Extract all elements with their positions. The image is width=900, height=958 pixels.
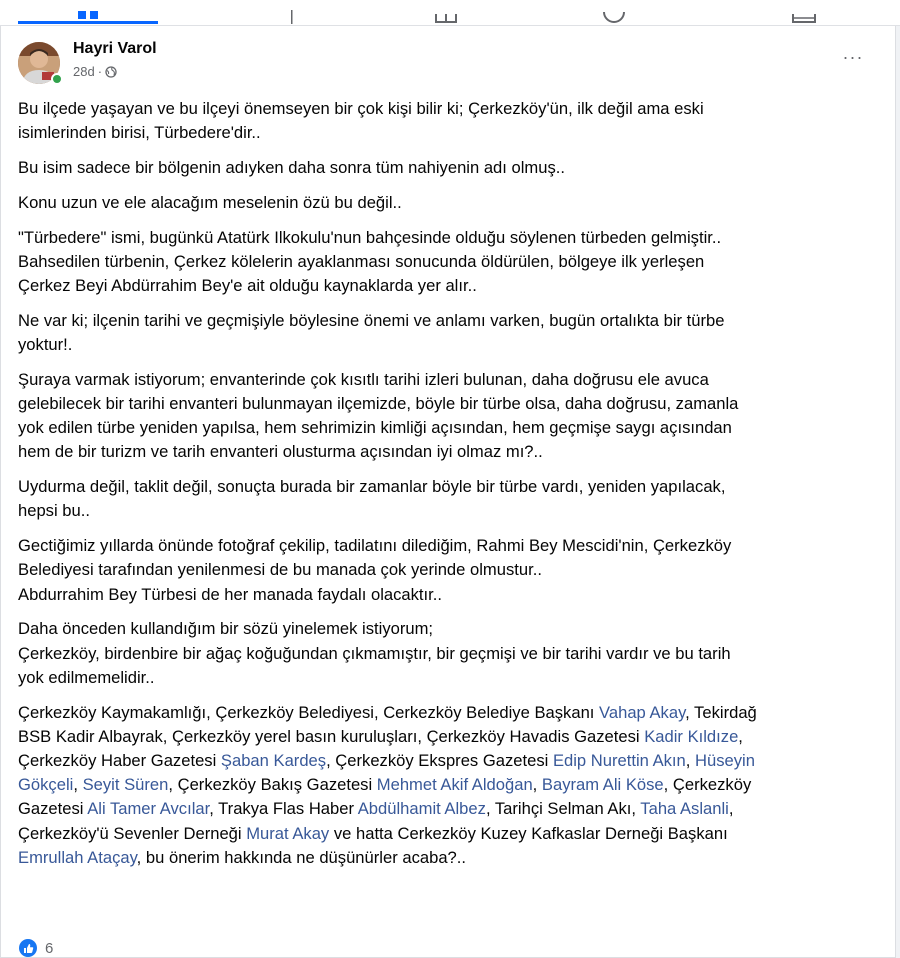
mention-link[interactable]: Ali Tamer Avcılar (87, 799, 210, 819)
text-segment: ve hatta Cerkezköy Kuzey Kafkaslar Derneği Başkanı (329, 823, 728, 843)
mention-link[interactable]: Kadir Kıldıze (644, 726, 739, 746)
text-segment: Gectiğimiz yıllarda önünde fotoğraf çekilip, tadilatını dilediğim, Rahmi Bey Mescidi'nin, Çerkezköy (18, 536, 732, 556)
post-text-line (18, 121, 888, 145)
post-paragraph (18, 97, 888, 145)
post-card (0, 26, 896, 958)
post-text-line (18, 440, 888, 464)
text-segment: yoktur!. (18, 335, 73, 354)
post-text-line (18, 749, 888, 773)
post-paragraph (18, 701, 888, 870)
post-text-line (18, 475, 888, 499)
nav-separator (282, 0, 302, 24)
text-segment: Uydurma değil, taklit değil, sonuçta burada bir zamanlar böyle bir türbe vardı, yeniden yapılacak, (18, 477, 726, 497)
text-segment: , Trakya Flas Haber (209, 799, 358, 819)
text-segment: Şuraya varmak istiyorum; envanterinde çok kısıtlı tarihi izleri bulunan, daha doğrusu ele avuca (18, 369, 709, 389)
text-segment: BSB Kadir Albayrak, Çerkezköy yerel basın kuruluşları, Çerkezköy Havadis Gazetesi (18, 726, 645, 746)
post-text-line (18, 309, 888, 333)
mention-link[interactable]: Murat Akay (246, 823, 330, 843)
post-text-line (18, 368, 888, 392)
text-segment: isimlerinden birisi, Türbedere'dir.. (18, 123, 261, 143)
post-text-line (18, 701, 888, 725)
mention-link[interactable]: Bayram Ali Köse (541, 775, 664, 795)
post-text-line (18, 333, 888, 357)
mention-link[interactable]: Şaban Kardeş (220, 751, 327, 771)
post-text-line (18, 846, 888, 870)
text-segment: Abdurrahim Bey Türbesi de her manada faydalı olacaktır.. (18, 584, 442, 604)
groups-icon (602, 12, 626, 24)
post-text-line (18, 97, 888, 121)
post-paragraph (18, 534, 888, 607)
post-paragraph (18, 156, 888, 180)
text-segment: , bu önerim hakkında ne düşünürler acaba?.. (136, 847, 466, 867)
mention-link[interactable]: Mehmet Akif Aldoğan (376, 775, 533, 795)
post-text-line (18, 617, 888, 641)
mention-link[interactable]: Taha Aslanli (640, 799, 729, 819)
mention-link[interactable]: Edip Nurettin Akın (552, 751, 686, 771)
text-segment: Daha önceden kullandığım bir sözü yinelemek istiyorum; (18, 619, 434, 639)
post-paragraph (18, 226, 888, 299)
post-meta (73, 64, 117, 79)
post-text-line (18, 642, 888, 666)
post-text-line (18, 191, 888, 215)
post-text-line (18, 558, 888, 582)
nav-tab-home[interactable] (18, 0, 158, 24)
text-segment: hepsi bu.. (18, 501, 90, 521)
text-segment: , Çerkezköy Bakış Gazetesi (168, 775, 377, 795)
text-segment: "Türbedere" ismi, bugünkü Atatürk Ilkokulu'nun bahçesinde olduğu söylenen türbeden gelmiştir.. (18, 227, 722, 247)
text-segment: Konu uzun ve ele alacağım meselenin özü bu değil.. (18, 192, 402, 212)
post-text-line (18, 274, 888, 298)
text-segment: Çerkezköy Kaymakamlığı, Çerkezköy Belediyesi, Cerkezköy Belediye Başkanı (18, 702, 600, 722)
like-icon (19, 939, 37, 957)
post-text-line (18, 534, 888, 558)
text-segment: yok edilmemelidir.. (18, 667, 155, 687)
text-segment: Belediyesi tarafından yenilenmesi de bu manada çok yerinde olmustur.. (18, 560, 542, 580)
post-paragraph (18, 475, 888, 523)
mention-link[interactable]: Abdülhamit Albez (357, 799, 486, 819)
post-text-line (18, 666, 888, 690)
globe-icon (105, 66, 117, 78)
post-text-line (18, 392, 888, 416)
post-text-line (18, 416, 888, 440)
text-segment: Ne var ki; ilçenin tarihi ve geçmişiyle böylesine önemi ve anlamı varken, bugün ortalıkta bir türbe (18, 310, 725, 330)
post-author-name[interactable]: Hayri Varol (73, 40, 157, 57)
text-segment: hem de bir turizm ve tarih envanteri olusturma açısından iyi olmaz mı?.. (18, 442, 543, 462)
post-text-line (18, 773, 888, 797)
post-text-line (18, 156, 888, 180)
post-timestamp[interactable]: 28d (73, 64, 95, 79)
text-segment: Çerkez Beyi Abdürrahim Bey'e ait olduğu kaynaklarda yer alır.. (18, 276, 477, 295)
nav-tab-gaming[interactable] (784, 0, 824, 24)
text-segment: Gazetesi (18, 799, 88, 819)
text-segment: Bahsedilen türbenin, Çerkez kölelerin ayaklanması sonucunda öldürülen, bölgeye ilk yerleşen (18, 251, 705, 271)
post-paragraph (18, 309, 888, 357)
text-segment: , Tarihçi Selman Akı, (485, 799, 641, 819)
text-segment: , (738, 726, 743, 746)
post-text-line (18, 250, 888, 274)
text-segment: Çerkezköy'ü Sevenler Derneği (18, 823, 247, 843)
post-text-line (18, 583, 888, 607)
text-segment: Bu isim sadece bir bölgenin adıyken daha sonra tüm nahiyenin adı olmuş.. (18, 158, 565, 177)
post-text-line (18, 822, 888, 846)
text-segment: yok edilen türbe yeniden yapılsa, hem sehrimizin kimliği açısından, hem geçmişe saygı açısından (18, 418, 732, 438)
gaming-icon (791, 14, 817, 24)
text-segment: , (73, 775, 83, 795)
post-text-line (18, 725, 888, 749)
post-text-line (18, 499, 888, 523)
top-navigation (0, 0, 900, 26)
mention-link[interactable]: Hüseyin (695, 751, 755, 771)
meta-separator: · (97, 64, 103, 79)
text-segment: Çerkezköy, birdenbire bir ağaç koğuğundan çıkmamıştır, bir geçmişi ve bir tarihi vardır ve bu tarih (18, 643, 731, 663)
post-text-line (18, 226, 888, 250)
text-segment: , Çerkezköy (663, 775, 752, 795)
home-icon (75, 11, 101, 21)
reactions-summary[interactable] (19, 939, 53, 957)
separator-icon (290, 10, 294, 24)
post-header (1, 26, 895, 94)
mention-link[interactable]: Vahap Akay (599, 702, 686, 722)
marketplace-icon (434, 14, 458, 24)
nav-tab-marketplace[interactable] (426, 0, 466, 24)
mention-link[interactable]: Gökçeli (18, 775, 74, 795)
post-paragraph (18, 617, 888, 690)
text-segment: , Çerkezköy Ekspres Gazetesi (326, 751, 553, 771)
text-segment: , (685, 751, 696, 771)
post-text (18, 97, 888, 881)
post-paragraph (18, 368, 888, 465)
nav-tab-groups[interactable] (594, 0, 634, 24)
text-segment: , (532, 775, 542, 795)
post-text-line (18, 797, 888, 821)
reaction-count: 6 (45, 939, 54, 957)
text-segment: , Tekirdağ (685, 702, 757, 722)
text-segment: gelebilecek bir tarihi envanteri bulunmayan ilçemizde, böyle bir türbe olsa, daha doğrusu, zamanla (18, 394, 739, 413)
post-paragraph (18, 191, 888, 215)
text-segment: Çerkezköy Haber Gazetesi (18, 751, 221, 771)
text-segment: , (728, 799, 734, 819)
online-status-indicator (51, 73, 63, 85)
more-options-button[interactable]: ··· (842, 47, 864, 67)
text-segment: Bu ilçede yaşayan ve bu ilçeyi önemseyen bir çok kişi bilir ki; Çerkezköy'ün, ilk değil ama eski (18, 99, 704, 118)
mention-link[interactable]: Seyit Süren (82, 775, 169, 795)
mention-link[interactable]: Emrullah Ataçay (18, 847, 137, 867)
